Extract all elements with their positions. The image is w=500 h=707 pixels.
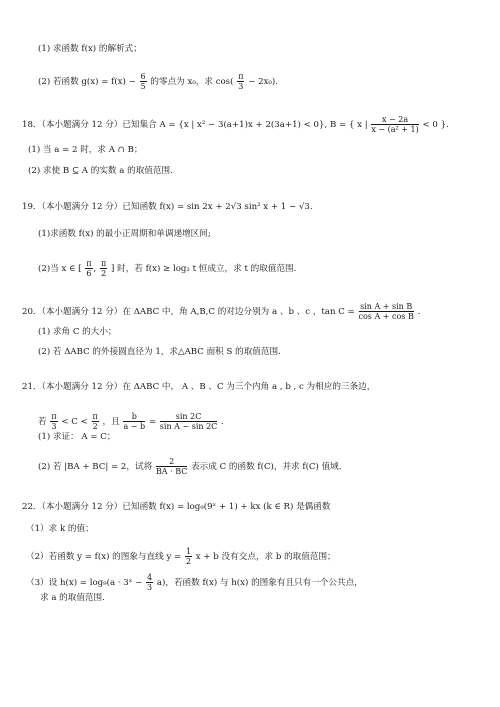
q19-part2: (2)当 x ∈ [ $\frac{\pi}{6}$ , $\frac{\pi}{2}$ ] 时，若 f(x) ≥ log₂ t 恒成立，求 t 的取值范围. [38,259,297,278]
q19-part2-prefix: (2)当 x ∈ [ [38,264,82,274]
q21-part1-text: (1) 求证： A = C； [38,432,116,442]
q19-part2-tail: ] 时，若 f(x) ≥ log₂ t 恒成立，求 t 的取值范围. [111,264,297,274]
q18-part1 [0,145,500,156]
q18-set-fraction: $\frac{x - 2a}{\text{x − (a² + 1)}}$ [371,115,419,134]
q18-head-text: 18．（本小题满分 12 分）已知集合 A = {x | x² − 3(a+1)x + 2(3a+1) < 0}, B = [22,120,349,130]
q17-part2 [0,72,500,91]
q19-fraction-pi-2: $\frac{\pi}{2}$ [101,259,107,278]
q20-part1-text: (1) 求角 C 的大小； [38,327,117,337]
q19-heading [0,202,500,213]
q22-part2 [0,547,500,566]
q21-part2 [0,457,500,476]
q22-part1 [0,524,500,535]
q20-part2-text: (2) 若 ΔABC 的外接圆直径为 1，求△ABC 面积 S 的取值范围. [38,347,281,357]
q20-heading [0,302,500,321]
q18-heading [0,115,500,134]
q20-part1 [0,327,500,338]
q22-part3-tail: a)，若函数 f(x) 与 h(x) 的图象有且只有一个公共点， [156,578,363,588]
q21-cond-tail: . [221,417,224,427]
q17-fraction-6-5: $\frac{6}{5}$ [140,72,146,91]
q20-part2 [0,347,500,358]
q21-condition [0,412,500,431]
q21-part2-prefix: (2) 若 |BA + BC| = 2，试将 [38,462,155,472]
q21-fraction-b: $\frac{b}{a - b}$ [123,412,146,431]
q22-part3 [0,573,500,592]
q18-set-open: { x | [348,120,368,130]
q21-fraction-sin: $\frac{\sin 2C}{\text{sin A − sin 2C}}$ [159,412,218,431]
q21-cond-mid2: ，且 [102,417,123,427]
q17-part2-prefix: (2) 若函数 g(x) = f(x) − [38,77,136,87]
q21-fraction-2-ba-bc: $\frac{2}{BA \cdot BC}$ [155,457,188,476]
q19-part1 [0,229,500,240]
q19-head-text: 19．（本小题满分 12 分）已知函数 f(x) = sin 2x + 2√3 sin² x + 1 − √3. [22,202,313,212]
q22-fraction-4-3: $\frac{4}{3}$ [147,573,153,592]
q21-fraction-pi-3: $\frac{\pi}{3}$ [51,412,57,431]
q22-part3-cont-text: 求 a 的取值范围. [40,593,105,603]
q17-part2-tail: − 2x₀). [248,77,278,87]
q20-head-text: 20．（本小题满分 12 分）在 ΔABC 中，角 A,B,C 的对边分别为 a 、b 、c ，tan C = [22,307,355,317]
q18-set-tail: < 0 }. [422,120,449,130]
q21-cond-mid1: < C < [61,417,91,427]
q22-part3-prefix: （3）设 h(x) = log₉(a · 3ˣ − [26,578,146,588]
q18-part1-text: (1) 当 a = 2 时，求 A ∩ B； [28,145,143,155]
q22-part2-tail: x + b 没有交点，求 b 的取值范围； [195,552,336,562]
q21-heading [0,382,500,393]
q20-tanc-fraction: $\frac{\text{sin A + sin B}}{\text{cos A + cos B}}$ [358,302,414,321]
q17-part2-mid: 的零点为 x₀，求 cos( [150,77,234,87]
q18-part2-text: (2) 求使 B ⊆ A 的实数 a 的取值范围. [28,166,173,176]
q20-head-tail: . [417,307,421,317]
q22-part1-text: （1）求 k 的值； [26,524,94,534]
q21-cond-prefix: 若 [38,417,47,427]
q19-part1-text: (1)求函数 f(x) 的最小正周期和单调递增区间; [38,229,211,239]
q21-head-text: 21．（本小题满分 12 分）在 ΔABC 中， A 、B 、C 为三个内角 a , b , c 为相应的三条边， [22,382,376,392]
q21-fraction-pi-2: $\frac{\pi}{2}$ [92,412,98,431]
q17-part1 [0,44,500,55]
q22-part3-cont [0,593,500,604]
q22-head-text: 22．（本小题满分 12 分）已知函数 f(x) = log₉(9ˣ + 1) + kx (k ∈ R) 是偶函数 [22,502,331,512]
q17-fraction-pi-3: $\frac{\pi}{3}$ [238,72,244,91]
q18-part2 [0,166,500,177]
q21-part1 [0,432,500,443]
q17-part1-text: (1) 求函数 f(x) 的解析式； [38,44,142,54]
q19-fraction-pi-6: $\frac{\pi}{6}$ [86,259,92,278]
q21-part2-tail: 表示成 C 的函数 f(C)，并求 f(C) 值域. [191,462,342,472]
q22-heading [0,502,500,513]
q22-fraction-1-2: $\frac{1}{2}$ [185,547,192,566]
q21-cond-mid3: = [148,417,159,427]
q22-part2-prefix: （2）若函数 y = f(x) 的图象与直线 y = [26,552,184,562]
